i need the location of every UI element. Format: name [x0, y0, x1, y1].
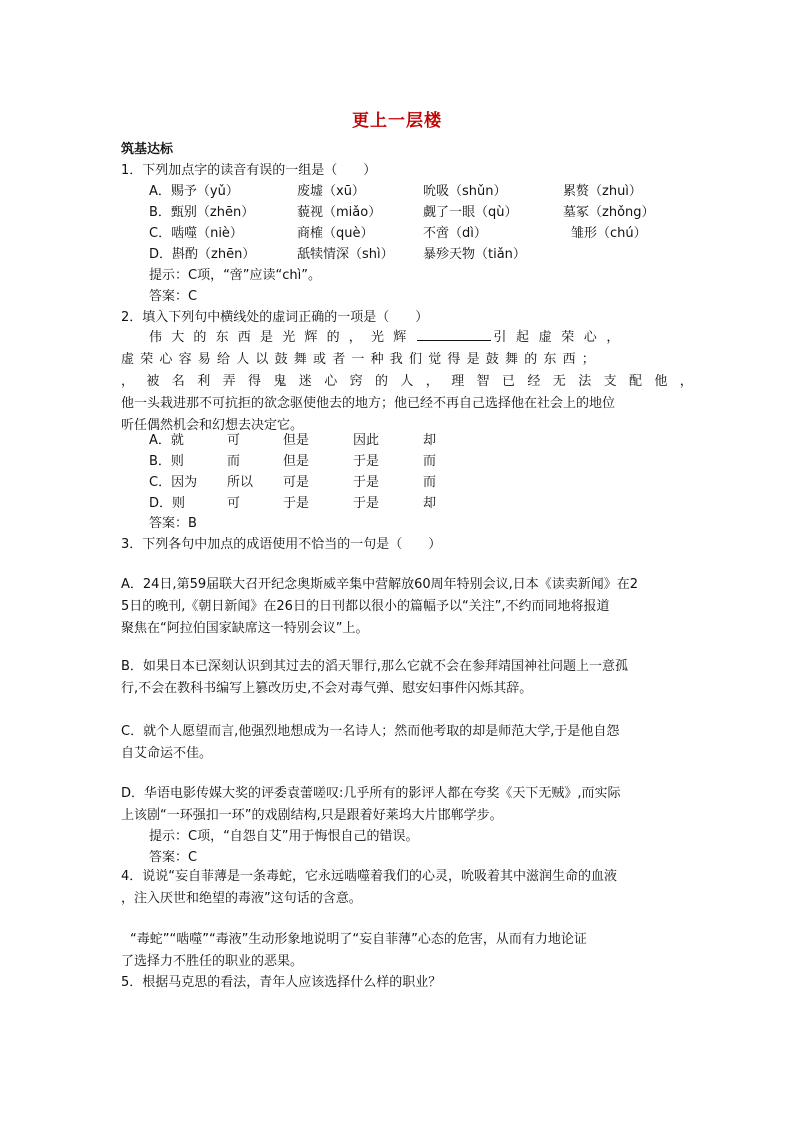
q1-option-c-4: 雏形（chú）: [571, 226, 647, 241]
q1-option-d-2: 舐犊情深（shì）: [297, 247, 394, 262]
q2-option-a-1: A．就: [149, 433, 184, 448]
q2-option-d-3: 于是: [283, 496, 310, 511]
q2-option-c-5: 而: [423, 475, 437, 490]
q3-option-a-line2: 5日的晚刊,《朝日新闻》在26日的日刊都以很小的篇幅予以“关注”,不约而同地将报道: [121, 599, 610, 614]
q1-option-a-1: A．赐予（yǔ）: [149, 184, 239, 199]
q4-answer-line2: 了选择力不胜任的职业的恶果。: [121, 954, 304, 969]
q2-option-d-2: 可: [227, 496, 241, 511]
q2-option-a-2: 可: [227, 433, 241, 448]
q2-stem: 2．填入下列句中横线处的虚词正确的一项是（ ）: [121, 310, 429, 325]
q1-option-a-4: 累赘（zhuì）: [563, 184, 642, 199]
q1-stem: 1．下列加点字的读音有误的一组是（ ）: [121, 163, 377, 178]
q3-option-a-line1: A．24日,第59届联大召开纪念奥斯威辛集中营解放60周年特别会议,日本《读卖新闻》在2: [121, 577, 639, 592]
q2-option-b-1: B．则: [149, 454, 184, 469]
q1-hint: 提示：C项，“啻”应读“chì”。: [149, 268, 322, 283]
q2-line1-part2: 引起虚荣心，: [493, 330, 630, 345]
q2-line1-part1: 伟大的东西是光辉的，光辉: [149, 330, 416, 345]
q1-option-c-3: 不啻（dì）: [423, 226, 487, 241]
q2-option-a-4: 因此: [353, 433, 380, 448]
q2-blank: [417, 328, 491, 341]
q2-passage-line5: 听任偶然机会和幻想去决定它。: [121, 418, 304, 433]
q1-option-c-1: C．啮噬（niè）: [149, 226, 243, 241]
q2-option-b-4: 于是: [353, 454, 380, 469]
q1-option-b-4: 墓冢（zhǒng）: [563, 205, 655, 220]
q4-answer-line1: “毒蛇”“啮噬”“毒液”生动形象地说明了“妄自菲薄”心态的危害，从而有力地论证: [130, 932, 587, 947]
q2-option-b-5: 而: [423, 454, 437, 469]
q2-option-d-1: D．则: [149, 496, 186, 511]
q3-option-c-line2: 自艾命运不佳。: [121, 746, 213, 761]
q1-option-d-3: 暴殄天物（tiǎn）: [423, 247, 526, 262]
page-title: 更上一层楼: [352, 111, 442, 131]
q3-option-a-line3: 聚焦在“阿拉伯国家缺席这一特别会议”上。: [121, 621, 369, 636]
q2-option-a-3: 但是: [283, 433, 310, 448]
q3-option-d-line1: D．华语电影传媒大奖的评委袁蕾嗟叹:几乎所有的影评人都在夸奖《天下无贼》,而实际: [121, 786, 621, 801]
q1-option-d-1: D．斟酌（zhēn）: [149, 247, 256, 262]
q3-option-b-line2: 行,不会在教科书编写上篡改历史,不会对毒气弹、慰安妇事件闪烁其辞。: [121, 681, 533, 696]
q2-answer: 答案：B: [149, 516, 197, 531]
section-heading: 筑基达标: [121, 142, 174, 157]
q1-option-b-3: 觑了一眼（qù）: [423, 205, 518, 220]
q1-option-a-2: 废墟（xū）: [297, 184, 365, 199]
q2-passage-line1: [149, 327, 669, 349]
q2-passage-line4: 他一头栽进那不可抗拒的欲念驱使他去的地方；他已经不再自己选择他在社会上的地位: [121, 396, 616, 411]
q5-stem: 5．根据马克思的看法，青年人应该选择什么样的职业？: [121, 975, 442, 990]
q3-option-c-line1: C．就个人愿望而言,他强烈地想成为一名诗人；然而他考取的却是师范大学,于是他自怨: [121, 724, 620, 739]
q2-option-b-2: 而: [227, 454, 241, 469]
q3-option-b-line1: B．如果日本已深刻认识到其过去的滔天罪行,那么它就不会在参拜靖国神社问题上一意孤: [121, 659, 629, 674]
q3-hint: 提示：C项，“自怨自艾”用于悔恨自己的错误。: [149, 829, 419, 844]
q4-stem-line1: 4．说说“妄自菲薄是一条毒蛇，它永远啮噬着我们的心灵，吮吸着其中滋润生命的血液: [121, 869, 618, 884]
q2-option-a-5: 却: [423, 433, 437, 448]
q3-answer: 答案：C: [149, 850, 198, 865]
q3-stem: 3．下列各句中加点的成语使用不恰当的一句是（ ）: [121, 537, 442, 552]
q1-option-c-2: 商榷（què）: [297, 226, 374, 241]
q2-option-d-5: 却: [423, 496, 437, 511]
q1-answer: 答案：C: [149, 289, 198, 304]
q2-option-c-3: 可是: [283, 475, 310, 490]
q2-option-d-4: 于是: [353, 496, 380, 511]
q2-passage-line3: ，被名利弄得鬼迷心窍的人，理智已经无法支配他，: [121, 374, 706, 389]
q2-option-c-2: 所以: [227, 475, 254, 490]
q1-option-b-2: 藐视（miǎo）: [297, 205, 382, 220]
q2-option-c-4: 于是: [353, 475, 380, 490]
q2-option-b-3: 但是: [283, 454, 310, 469]
q2-passage-line2: 虚荣心容易给人以鼓舞或者一种我们觉得是鼓舞的东西；: [121, 352, 602, 367]
q3-option-d-line2: 上该剧“一环强扣一环”的戏剧结构,只是跟着好莱坞大片邯郸学步。: [121, 808, 503, 823]
q4-stem-line2: ，注入厌世和绝望的毒液”这句话的含意。: [121, 891, 362, 906]
q2-option-c-1: C．因为: [149, 475, 198, 490]
q1-option-a-3: 吮吸（shǔn）: [423, 184, 507, 199]
q1-option-b-1: B．甄别（zhēn）: [149, 205, 255, 220]
